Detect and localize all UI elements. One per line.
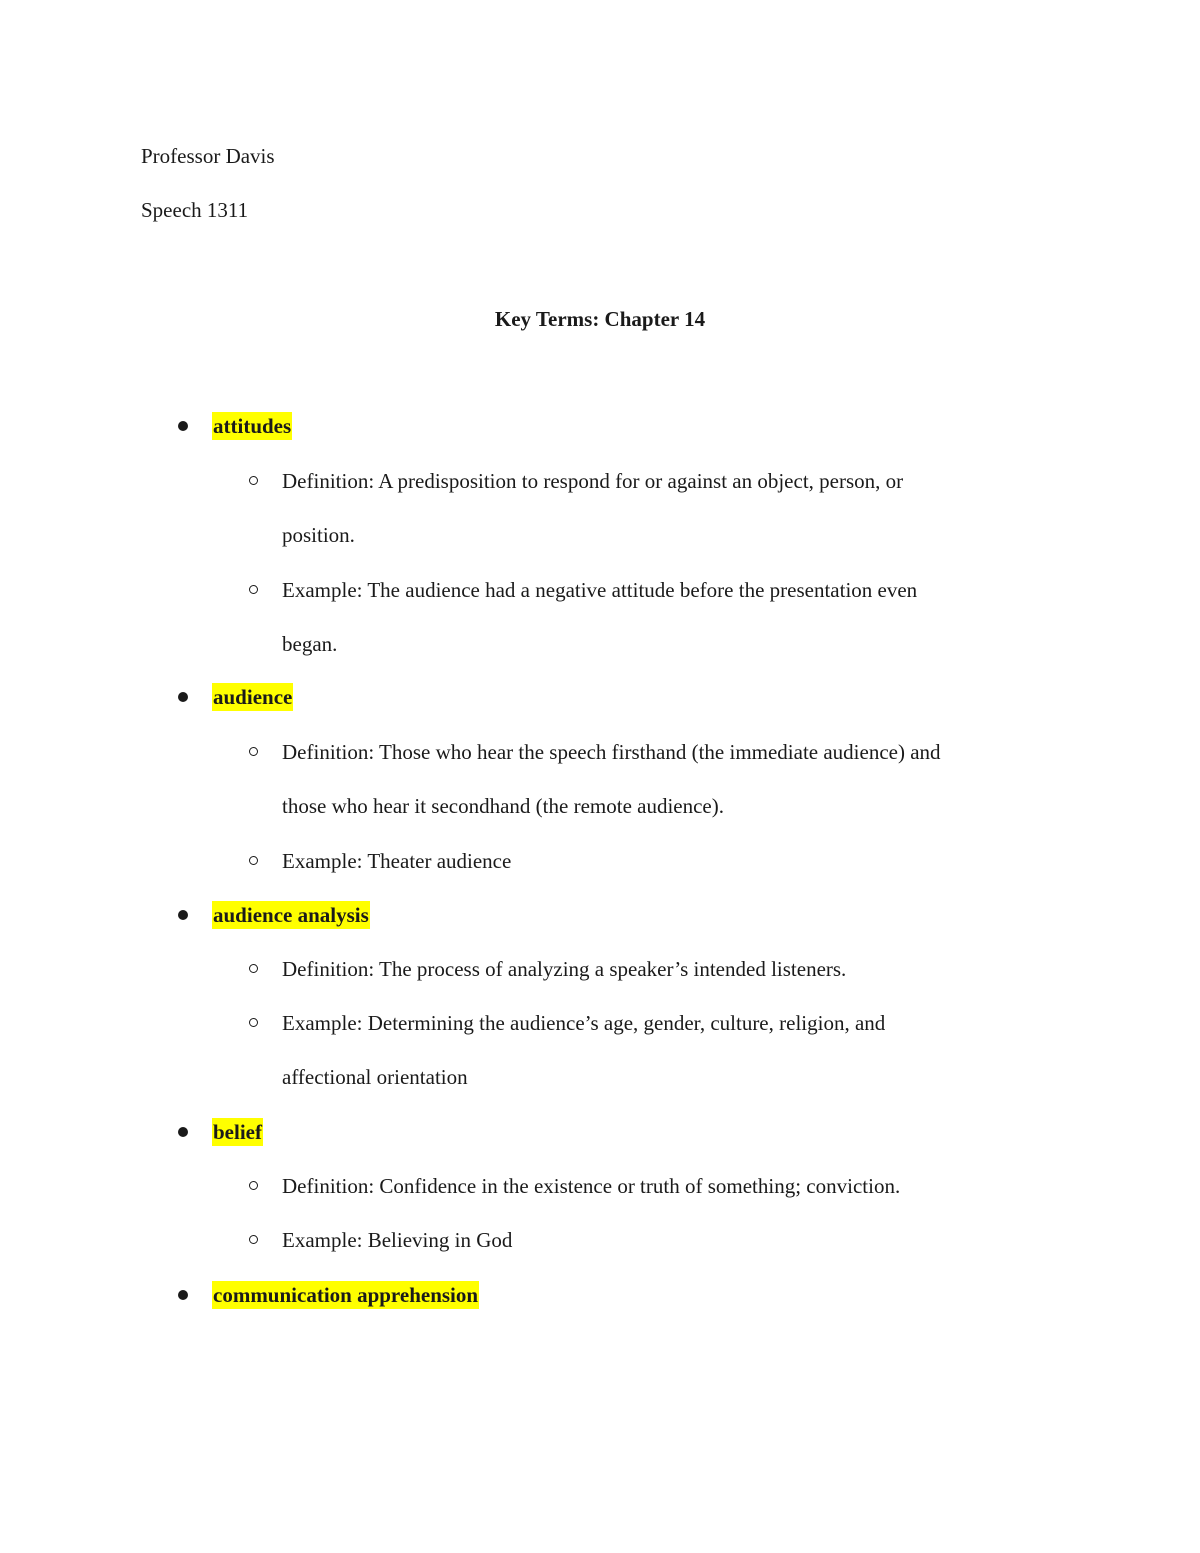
sub-bullet-icon — [249, 585, 258, 594]
bullet-icon — [178, 692, 188, 702]
term-label: audience — [213, 685, 293, 709]
definition-text: Definition: The process of analyzing a speaker’s intended listeners. — [282, 957, 847, 981]
example-text: Example: Determining the audience’s age, gender, culture, religion, and — [282, 1011, 886, 1035]
sub-bullet-icon — [249, 1235, 258, 1244]
bullet-icon — [178, 1290, 188, 1300]
term-label: attitudes — [213, 414, 292, 438]
sub-bullet-icon — [249, 1181, 258, 1190]
term-label: communication apprehension — [213, 1283, 479, 1307]
professor-name: Professor Davis — [141, 144, 275, 168]
sub-bullet-icon — [249, 476, 258, 485]
bullet-icon — [178, 910, 188, 920]
term-label: audience analysis — [213, 903, 369, 927]
course-name: Speech 1311 — [141, 198, 249, 222]
example-text-continued: affectional orientation — [282, 1065, 468, 1089]
definition-text: Definition: A predisposition to respond for or against an object, person, or — [282, 469, 904, 493]
sub-bullet-icon — [249, 747, 258, 756]
sub-bullet-icon — [249, 1018, 258, 1027]
example-text: Example: Believing in God — [282, 1228, 513, 1252]
definition-text-continued: those who hear it secondhand (the remote audience). — [282, 794, 724, 818]
bullet-icon — [178, 421, 188, 431]
example-text: Example: Theater audience — [282, 849, 512, 873]
definition-text: Definition: Those who hear the speech firsthand (the immediate audience) and — [282, 740, 941, 764]
sub-bullet-icon — [249, 964, 258, 973]
example-text-continued: began. — [282, 632, 338, 656]
term-label: belief — [213, 1120, 262, 1144]
example-text: Example: The audience had a negative attitude before the presentation even — [282, 578, 918, 602]
page-title: Key Terms: Chapter 14 — [494, 307, 706, 331]
definition-text-continued: position. — [282, 523, 355, 547]
sub-bullet-icon — [249, 856, 258, 865]
bullet-icon — [178, 1127, 188, 1137]
definition-text: Definition: Confidence in the existence or truth of something; conviction. — [282, 1174, 901, 1198]
